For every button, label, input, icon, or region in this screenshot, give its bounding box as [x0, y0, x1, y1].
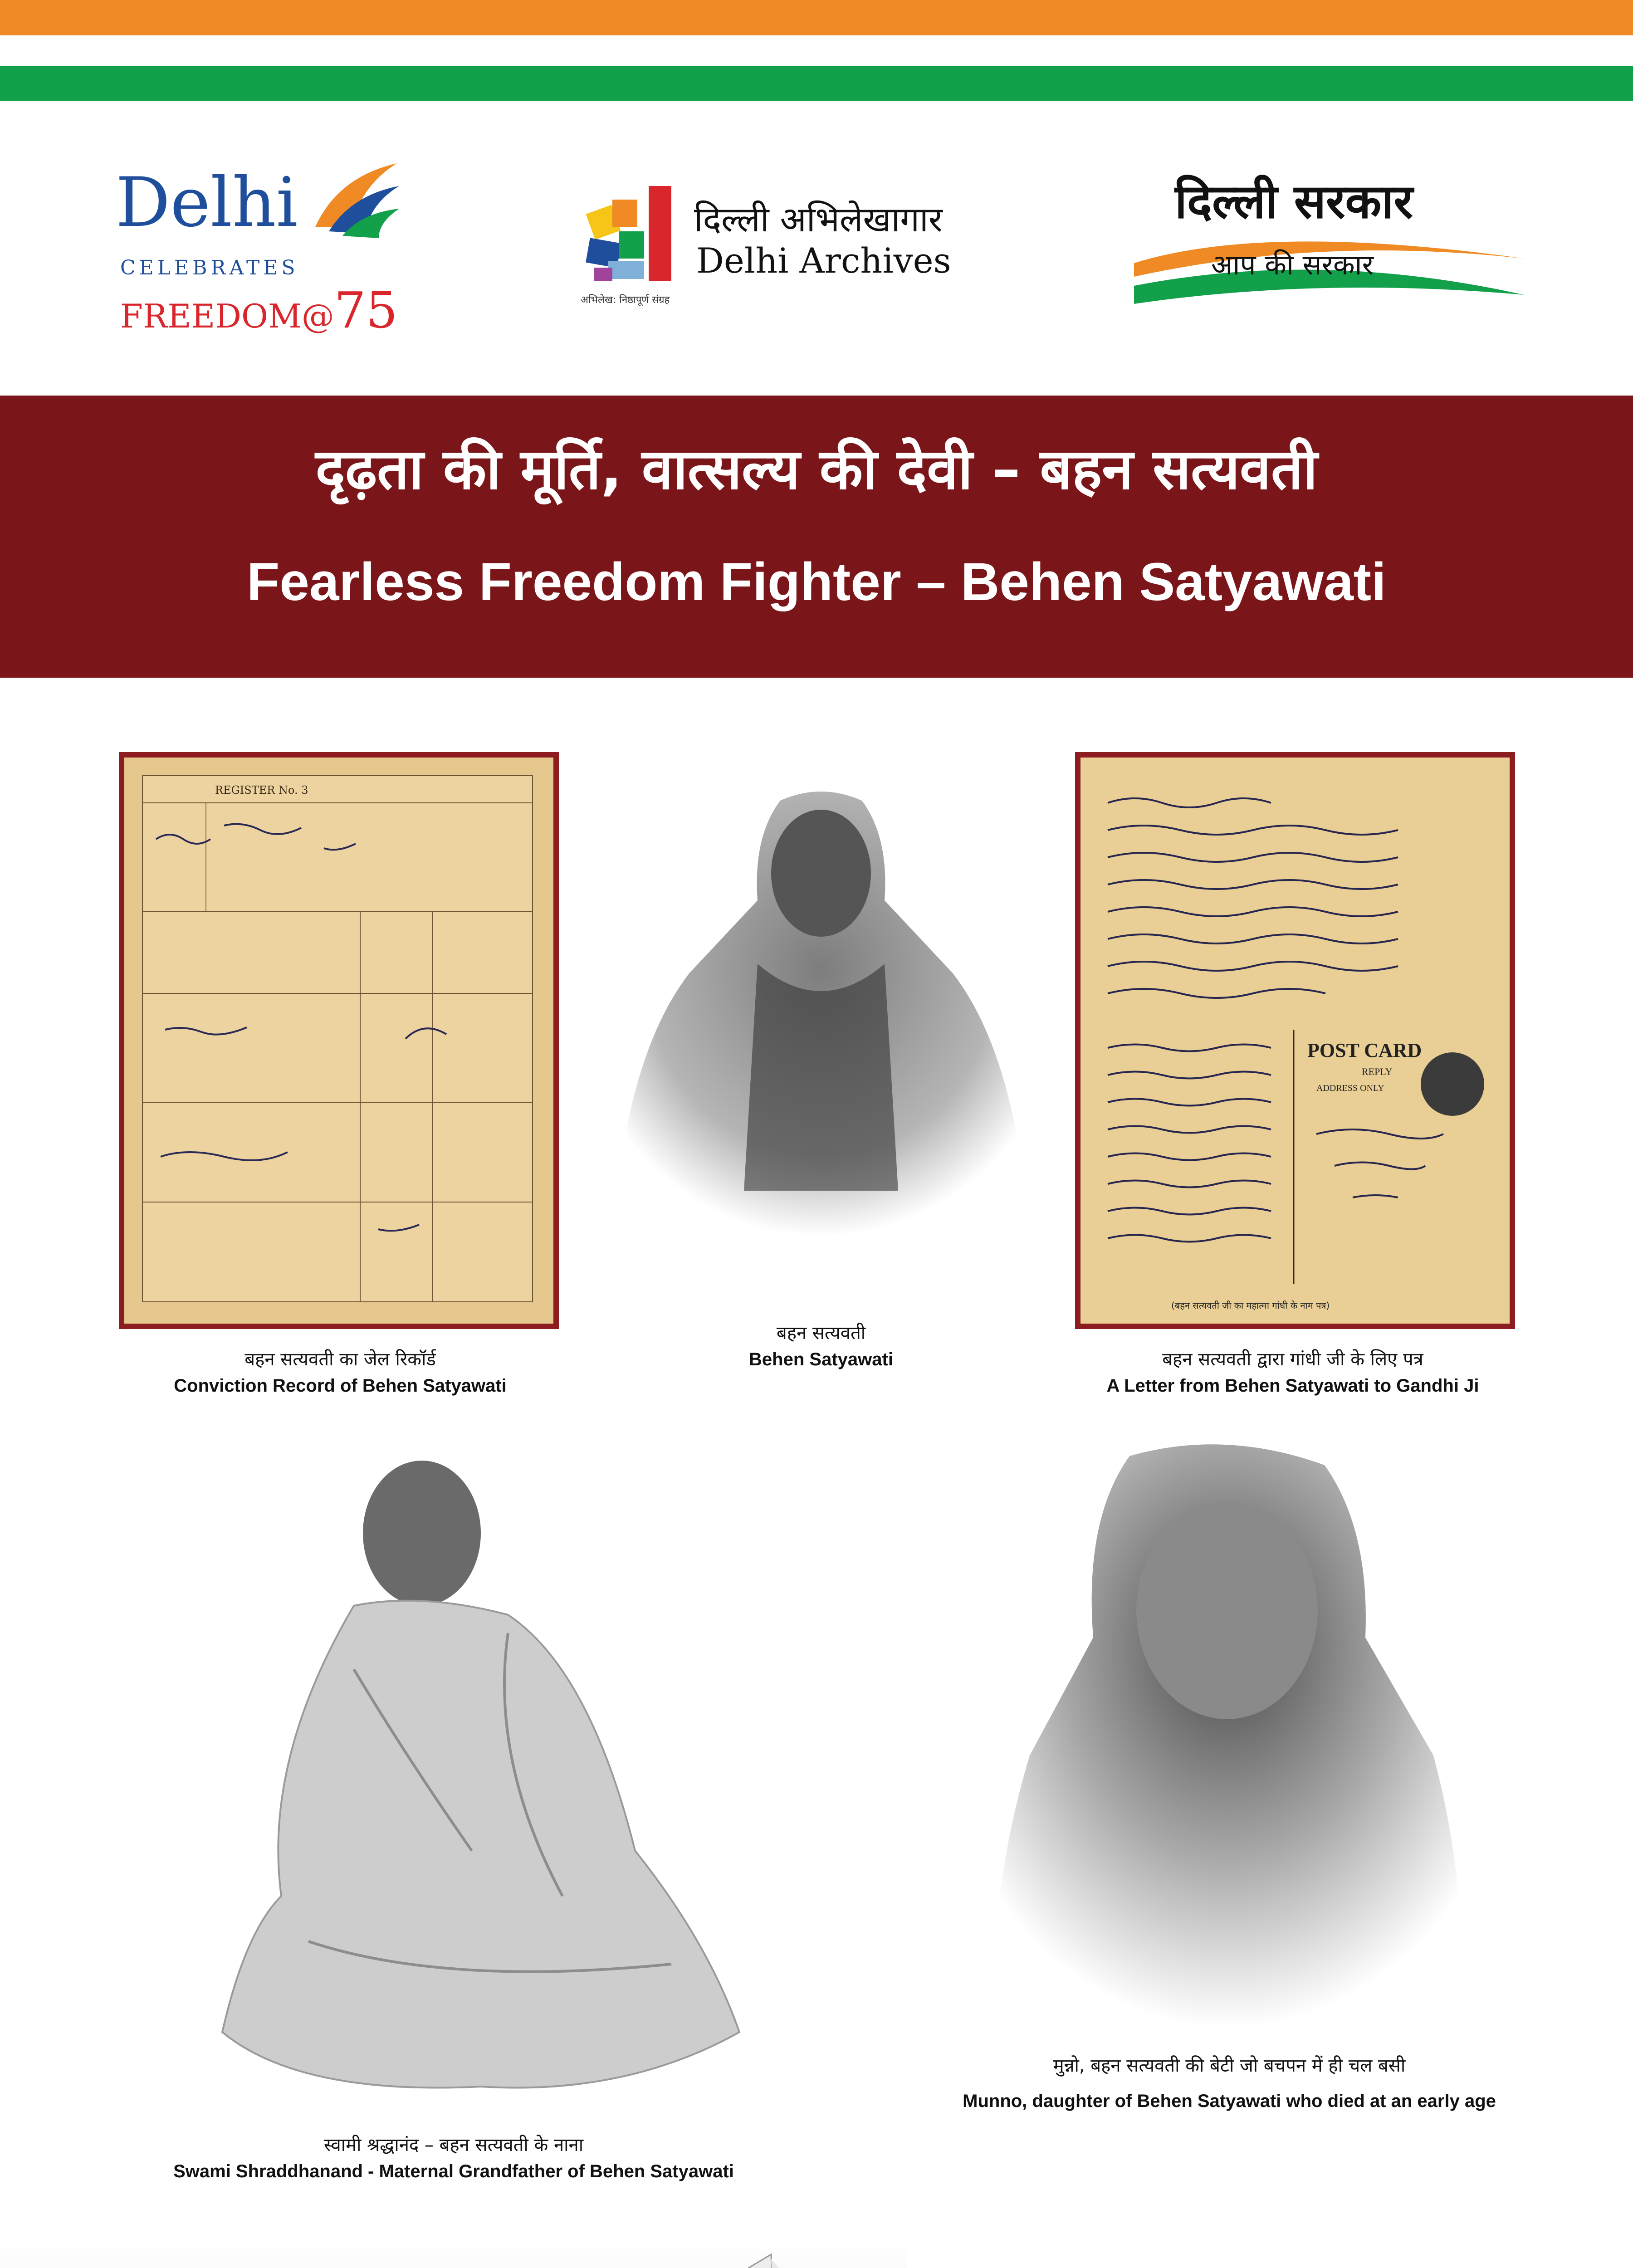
letter-caption: बहन सत्यवती द्वारा गांधी जी के लिए पत्र A Letter from Behen Satyawati to Gandhi Ji [1106, 1349, 1479, 1396]
logo-freedom: FREEDOM@75 [120, 281, 398, 339]
letter-note: (बहन सत्यवती जी का महात्मा गांधी के नाम पत्र) [1171, 1300, 1330, 1311]
postcard-reply: REPLY [1362, 1066, 1393, 1077]
banner-title-english: Fearless Freedom Fighter – Behen Satyawati [247, 552, 1386, 612]
munno-figure [980, 1438, 1474, 2037]
jail-record-image [119, 752, 559, 1329]
flag-wings-icon [311, 159, 401, 240]
jail-record-document [124, 758, 553, 1324]
swami-caption: स्वामी श्रद्धानंद – बहन सत्यवती के नाना Swami Shraddhanand - Maternal Grandfather of Behen Satyawati [173, 2135, 734, 2181]
postcard-label: POST CARD [1307, 1039, 1422, 1061]
gandhi-letter-image [1075, 752, 1515, 1329]
archives-tagline: अभिलेख: निष्ठापूर्ण संग्रह [581, 294, 670, 306]
logo-delhi-word: Delhi [116, 163, 298, 242]
top-green-stripe [0, 66, 1633, 101]
satyawati-portrait [608, 782, 1034, 1304]
swami-figure [218, 1442, 744, 2096]
banner-title-hindi: दृढ़ता की मूर्ति, वात्सल्य की देवी – बहन सत्यवती [315, 437, 1318, 502]
meeting-crowd [0, 2245, 907, 2268]
top-saffron-stripe [0, 0, 1633, 35]
swami-shraddhanand-photo [218, 1442, 744, 2096]
sarkar-tagline: आप की सरकार [1211, 248, 1374, 281]
jail-record-caption: बहन सत्यवती का जेल रिकॉर्ड Conviction Record of Behen Satyawati [174, 1349, 507, 1396]
delhi-sarkar-logo [1125, 168, 1533, 322]
letter-document [1081, 758, 1510, 1324]
munno-caption: मुन्नो, बहन सत्यवती की बेटी जो बचपन में ही चल बसी Munno, daughter of Behen Satyawati who died at an early age [963, 2055, 1496, 2111]
archives-books-icon [581, 181, 676, 290]
postcard-address: ADDRESS ONLY [1316, 1083, 1384, 1093]
register-heading: REGISTER No. 3 [215, 784, 308, 797]
portrait-caption: बहन सत्यवती Behen Satyawati [749, 1323, 893, 1369]
archives-hindi: दिल्ली अभिलेखागार [694, 199, 943, 240]
sarkar-hindi: दिल्ली सरकार [1175, 174, 1413, 229]
postage-stamp [1421, 1052, 1484, 1116]
portrait-figure [608, 782, 1034, 1304]
munno-photo [980, 1438, 1474, 2037]
delhi-archives-logo [581, 181, 989, 308]
chandni-chowk-meeting-photo [0, 2245, 907, 2268]
archives-english: Delhi Archives [696, 240, 951, 281]
logo-celebrates: CELEBRATES [120, 256, 299, 279]
delhi-freedom75-logo [116, 163, 406, 339]
